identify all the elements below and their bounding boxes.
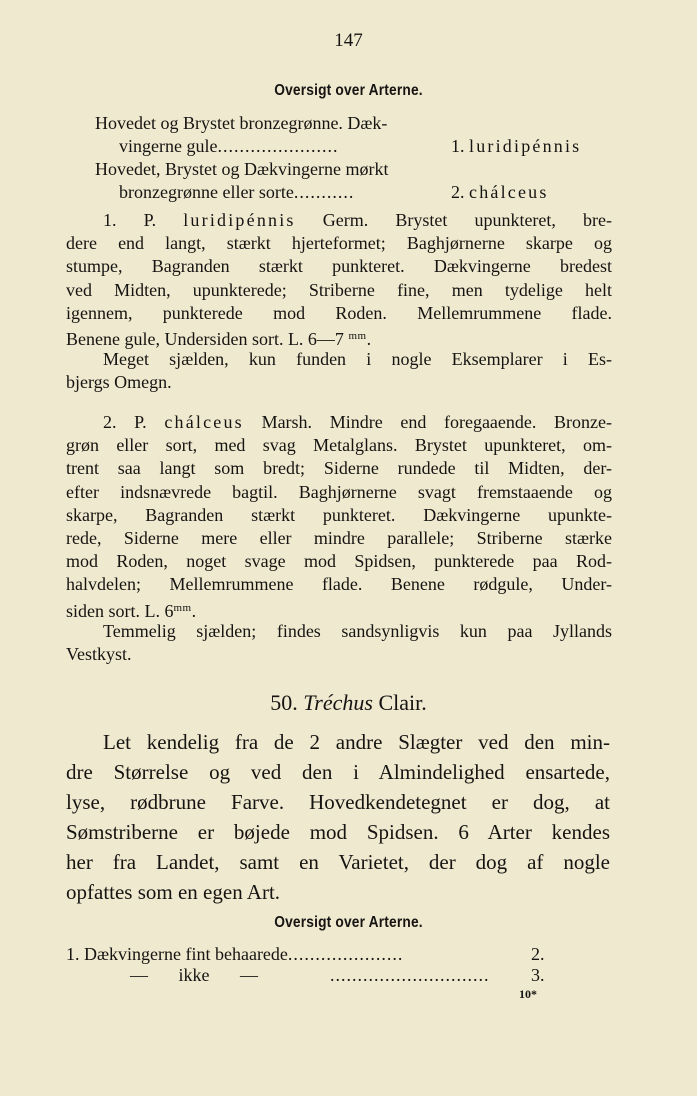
key-number: 1. [451,136,465,156]
text-line: opfattes som en egen Art. [66,880,281,904]
text-line: Benene gule, Undersiden sort. L. 6—7 $^{mm}$. [66,328,372,349]
text-line: dere end langt, stærkt hjerteformet; Baghjørnerne skarpe og [66,233,612,254]
key1-row-2-result [451,135,581,158]
key-text: bronzegrønne eller sorte [119,182,294,202]
leader-dots: ..................... [287,944,404,964]
key-number: 3. [531,965,545,985]
unit-mm: mm [348,329,367,342]
genus-heading [0,690,697,716]
unit-mm: mm [173,601,192,614]
note-line: bjergs Omegn. [66,372,172,393]
text-line: ved Midten, upunkterede; Striberne fine, men tydelige helt [66,279,612,300]
text-line: 1. P. luridipénnis Germ. Brystet upunkteret, bre- [103,210,613,230]
text-line: lyse, rødbrune Farve. Hovedkendetegnet er dog, at [66,790,610,814]
key-number: 2. [531,944,545,964]
text-line: her fra Landet, samt en Varietet, der dog af nogle [66,850,610,874]
key1-row-4 [119,181,354,204]
note-line: Vestkyst. [66,643,132,664]
key1-row-4-result [451,181,549,204]
text-line: igennem, punkterede mod Roden. Mellemrummene flade. [66,302,612,323]
signature-mark: 10* [519,987,537,1001]
species-name: luridipénnis [469,136,582,156]
leader-dots: ........... [293,182,355,202]
key2-row-2 [130,964,258,987]
key2-row-2-dots [330,964,490,987]
text-line: halvdelen; Mellemrummene flade. Benene rødgule, Under- [66,574,612,595]
key1-row-2 [119,135,338,158]
text-line: grøn eller sort, med svag Metalglans. Brystet upunkteret, om- [66,435,612,456]
key2-row-1 [66,943,403,966]
key-prefix: 1. [66,944,80,964]
key-text: Dækvingerne fint behaarede [84,944,288,964]
genus-name: Tréchus [303,690,373,715]
note-line: Temmelig sjælden; findes sandsynligvis kun paa Jyllands [103,620,612,641]
key-text: Hovedet, Brystet og Dækvingerne mørkt [95,159,389,179]
key-heading: Oversigt over Arterne. [274,82,423,99]
genus-author: Clair. [378,690,427,715]
key-heading: Oversigt over Arterne. [274,914,423,931]
text-line: Sømstriberne er bøjede mod Spidsen. 6 Arter kendes [66,820,610,844]
text-line: stumpe, Bagranden stærkt punkteret. Dækvingerne bredest [66,256,612,277]
text-line: Let kendelig fra de 2 andre Slægter ved den min- [103,730,610,754]
text-line: 2. P. chálceus Marsh. Mindre end foregaaende. Bronze- [103,412,613,432]
text-line: mod Roden, noget svage mod Spidsen, punkterede paa Rod- [66,551,612,572]
text-line: dre Størrelse og ved den i Almindelighed ensartede, [66,760,610,784]
text-line: siden sort. L. $6^{mm}$. [66,600,197,621]
note-line: Meget sjælden, kun funden i nogle Eksemplarer i Es- [103,349,612,370]
key-text: vingerne gule [119,136,218,156]
key1-row-3 [95,158,388,181]
text-line: rede, Siderne mere eller mindre parallele; Striberne stærke [66,527,612,548]
text-line: efter indsnævrede bagtil. Baghjørnerne svagt fremstaaende og [66,481,612,502]
text-line: trent saa langt som bredt; Siderne rundede til Midten, der- [66,458,612,479]
species-2-description [66,411,612,666]
leader-dots: ............................. [330,965,490,985]
leader-dots: ...................... [217,136,339,156]
key-number: 2. [451,182,465,202]
genus-number: 50. [270,690,298,715]
key-text: — ikke — [130,965,258,985]
genus-description [66,727,610,907]
key-text: Hovedet og Brystet bronzegrønne. Dæk- [95,113,388,133]
text-line: skarpe, Bagranden stærkt punkteret. Dækvingerne upunkte- [66,504,612,525]
species-1-description [66,209,612,395]
page-number: 147 [334,30,363,51]
key1-row-1 [95,112,387,135]
species-name: chálceus [469,182,549,202]
